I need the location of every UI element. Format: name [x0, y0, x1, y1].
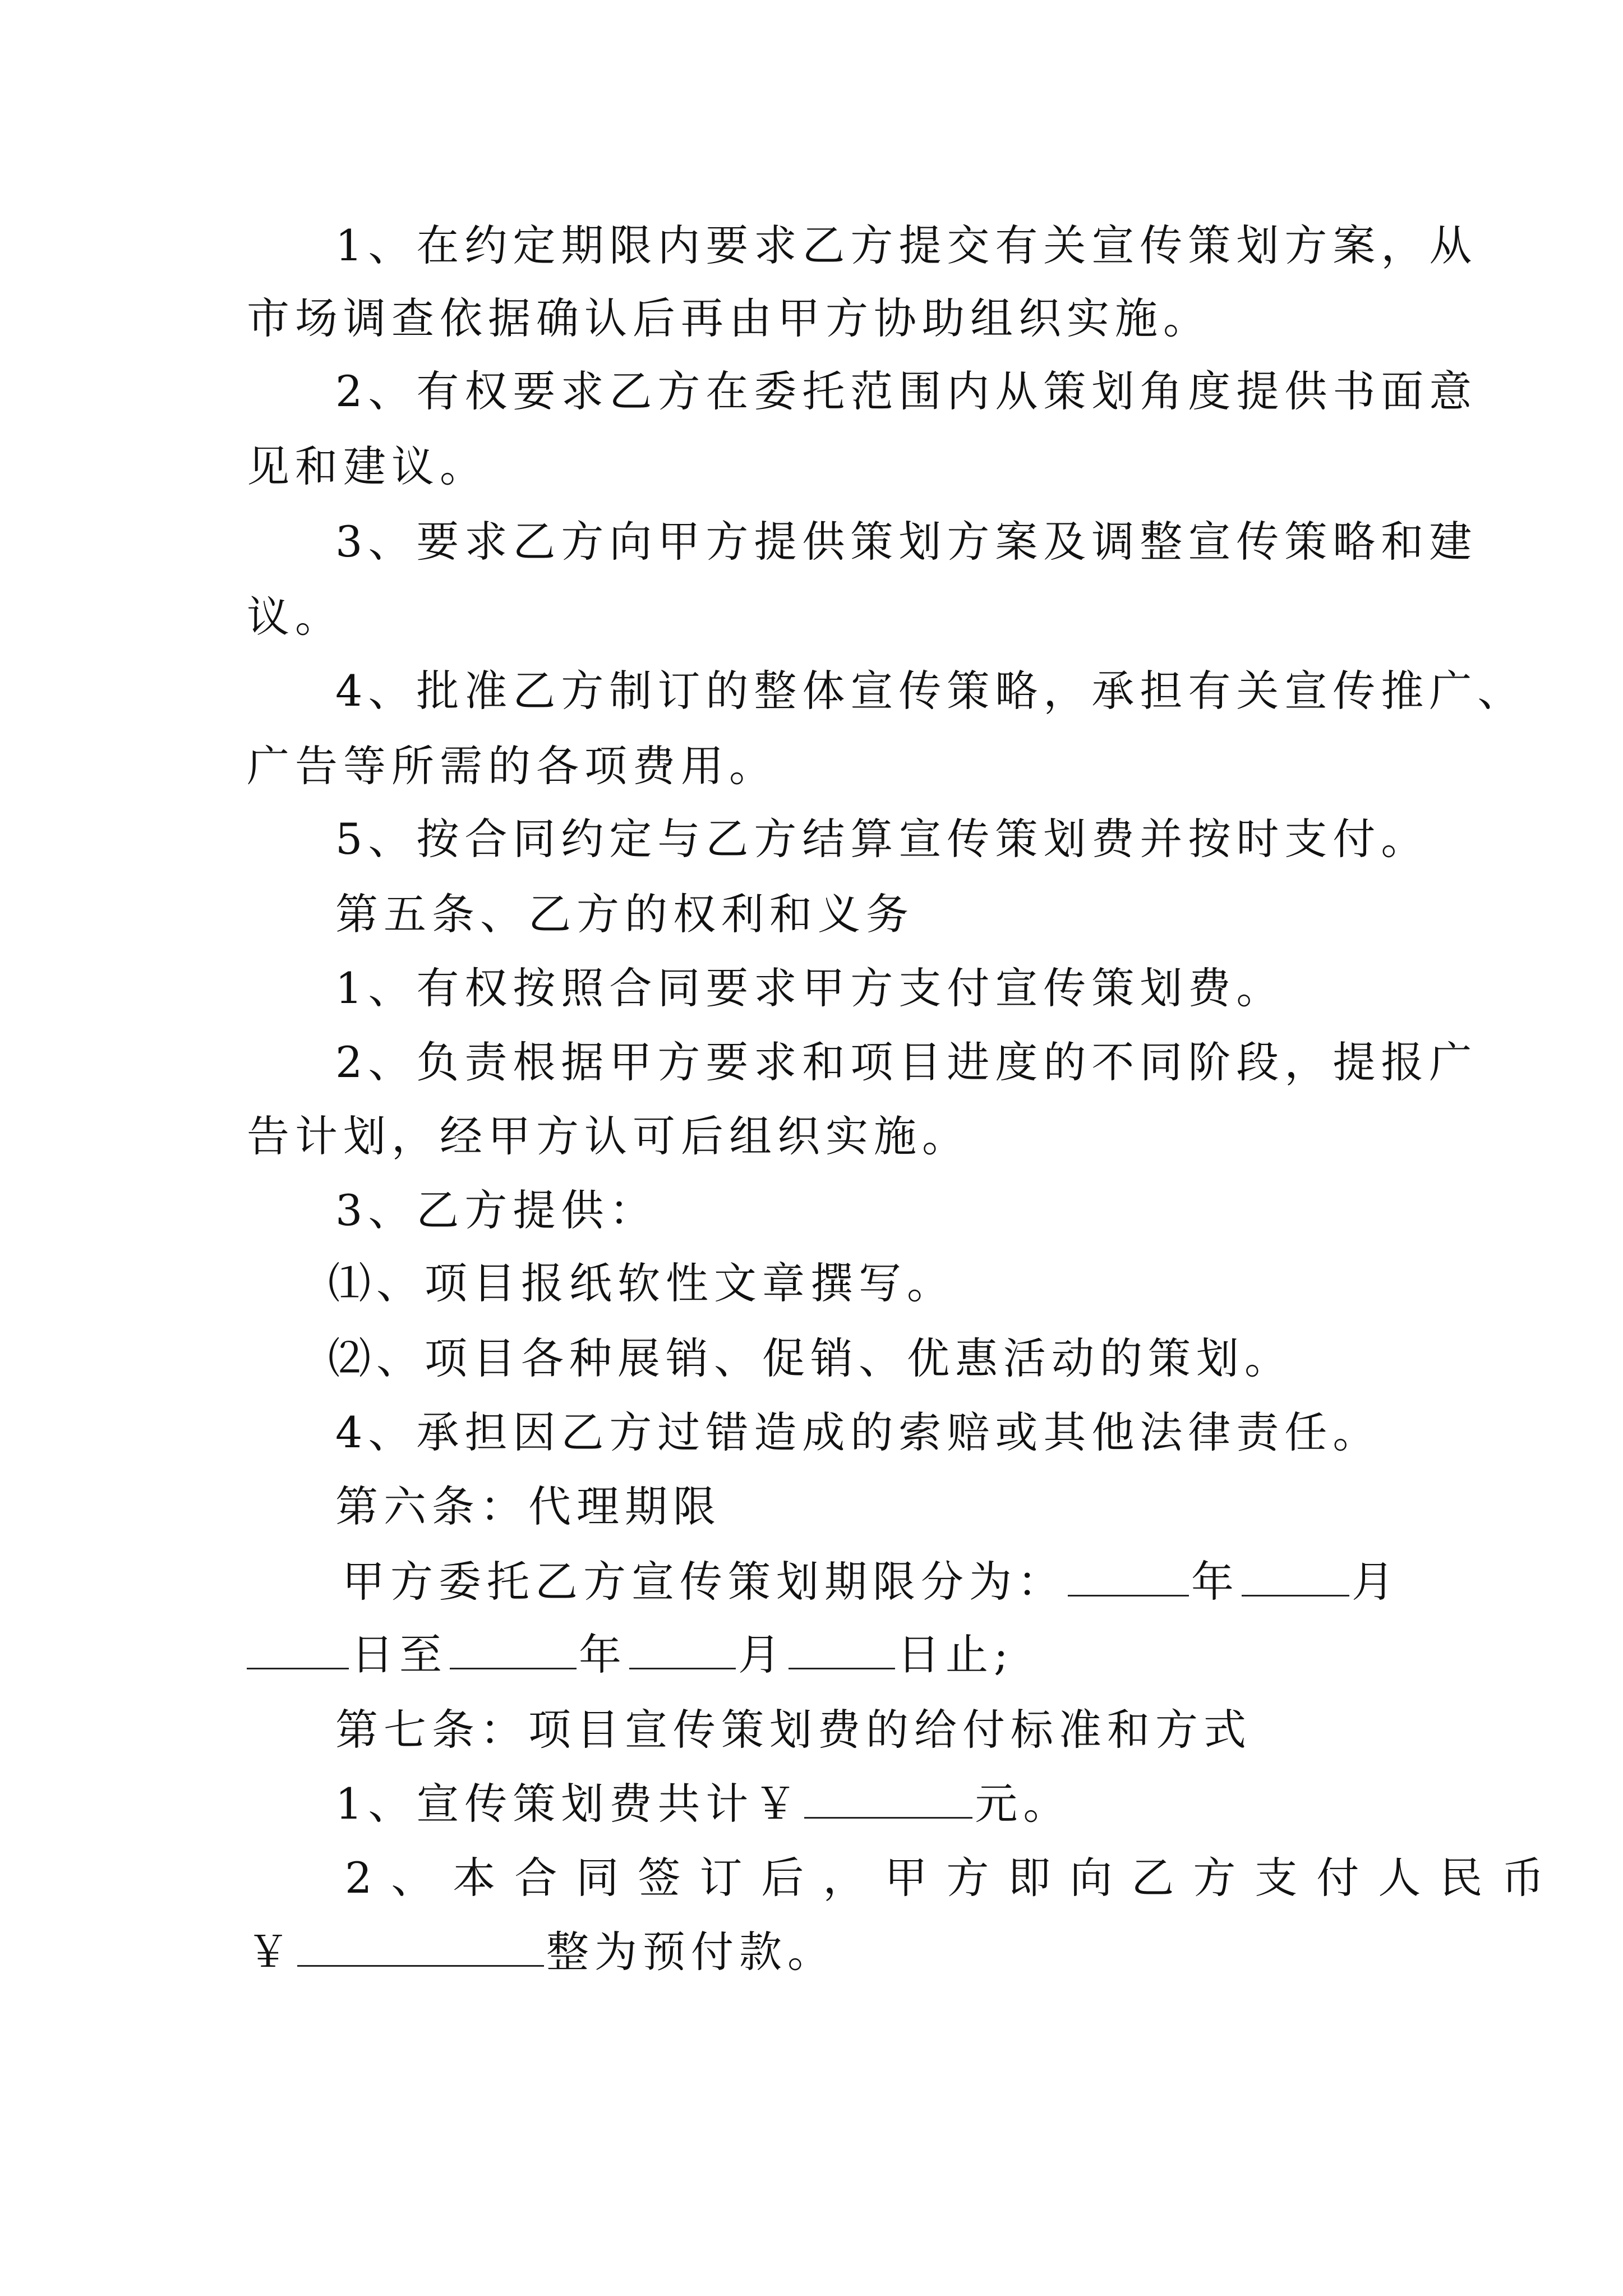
prepay-line	[247, 1924, 1396, 1980]
year-label: 年	[1191, 1557, 1239, 1607]
text-line: 2、有权要求乙方在委托范围内从策划角度提供书面意	[335, 366, 1478, 416]
text-line: 2、负责根据甲方要求和项目进度的不同阶段，提报广	[335, 1037, 1478, 1087]
text-line: 议。	[247, 592, 343, 642]
text-line: 广告等所需的各项费用。	[247, 741, 777, 791]
text-line: 告计划，经甲方认可后组织实施。	[247, 1111, 970, 1161]
article-heading: 第五条、乙方的权利和义务	[335, 889, 914, 939]
text-line: 3、乙方提供：	[335, 1185, 658, 1235]
text-line: 5、按合同约定与乙方结算宣传策划费并按时支付。	[335, 814, 1430, 864]
blank-field	[804, 1780, 972, 1819]
article-heading: 第七条：项目宣传策划费的给付标准和方式	[335, 1705, 1252, 1755]
month-label: 月	[738, 1630, 786, 1680]
blank-field	[247, 1631, 349, 1669]
fee-unit: 元。	[975, 1779, 1072, 1829]
term-lead: 甲方委托乙方宣传策划期限分为：	[342, 1557, 1066, 1607]
fee-lead: 1、宣传策划费共计￥	[335, 1779, 803, 1829]
text-line: 1、有权按照合同要求甲方支付宣传策划费。	[335, 963, 1285, 1013]
text-line: ⑴、项目报纸软性文章撰写。	[328, 1258, 955, 1308]
fee-line	[335, 1776, 1396, 1832]
blank-field	[297, 1928, 544, 1967]
year-label: 年	[579, 1630, 627, 1680]
blank-field	[1068, 1558, 1189, 1596]
day-to-label: 日至	[351, 1630, 448, 1680]
article-heading: 第六条：代理期限	[335, 1481, 721, 1531]
text-line: 市场调查依据确认后再由甲方协助组织实施。	[247, 293, 1211, 343]
text-line: 见和建议。	[247, 441, 488, 491]
text-line: 4、承担因乙方过错造成的索赔或其他法律责任。	[335, 1407, 1381, 1457]
text-line: 3、要求乙方向甲方提供策划方案及调整宣传策略和建	[335, 517, 1478, 567]
blank-field	[450, 1631, 577, 1669]
month-label: 月	[1352, 1557, 1400, 1607]
text-line: 1、在约定期限内要求乙方提交有关宣传策划方案，从	[335, 220, 1478, 270]
prepay-tail: 整为预付款。	[546, 1927, 836, 1977]
term-line-1	[342, 1554, 1403, 1610]
currency-symbol: ￥	[247, 1927, 295, 1977]
blank-field	[789, 1631, 895, 1669]
blank-field	[1242, 1558, 1349, 1596]
term-line-2	[247, 1627, 1396, 1683]
day-end-label: 日止;	[897, 1630, 1014, 1680]
blank-field	[629, 1631, 736, 1669]
text-line: 4、批准乙方制订的整体宣传策略，承担有关宣传推广、	[335, 666, 1526, 716]
text-line: ⑵、项目各种展销、促销、优惠活动的策划。	[328, 1333, 1293, 1383]
text-line: 2、本合同签订后，甲方即向乙方支付人民币	[345, 1853, 1564, 1903]
